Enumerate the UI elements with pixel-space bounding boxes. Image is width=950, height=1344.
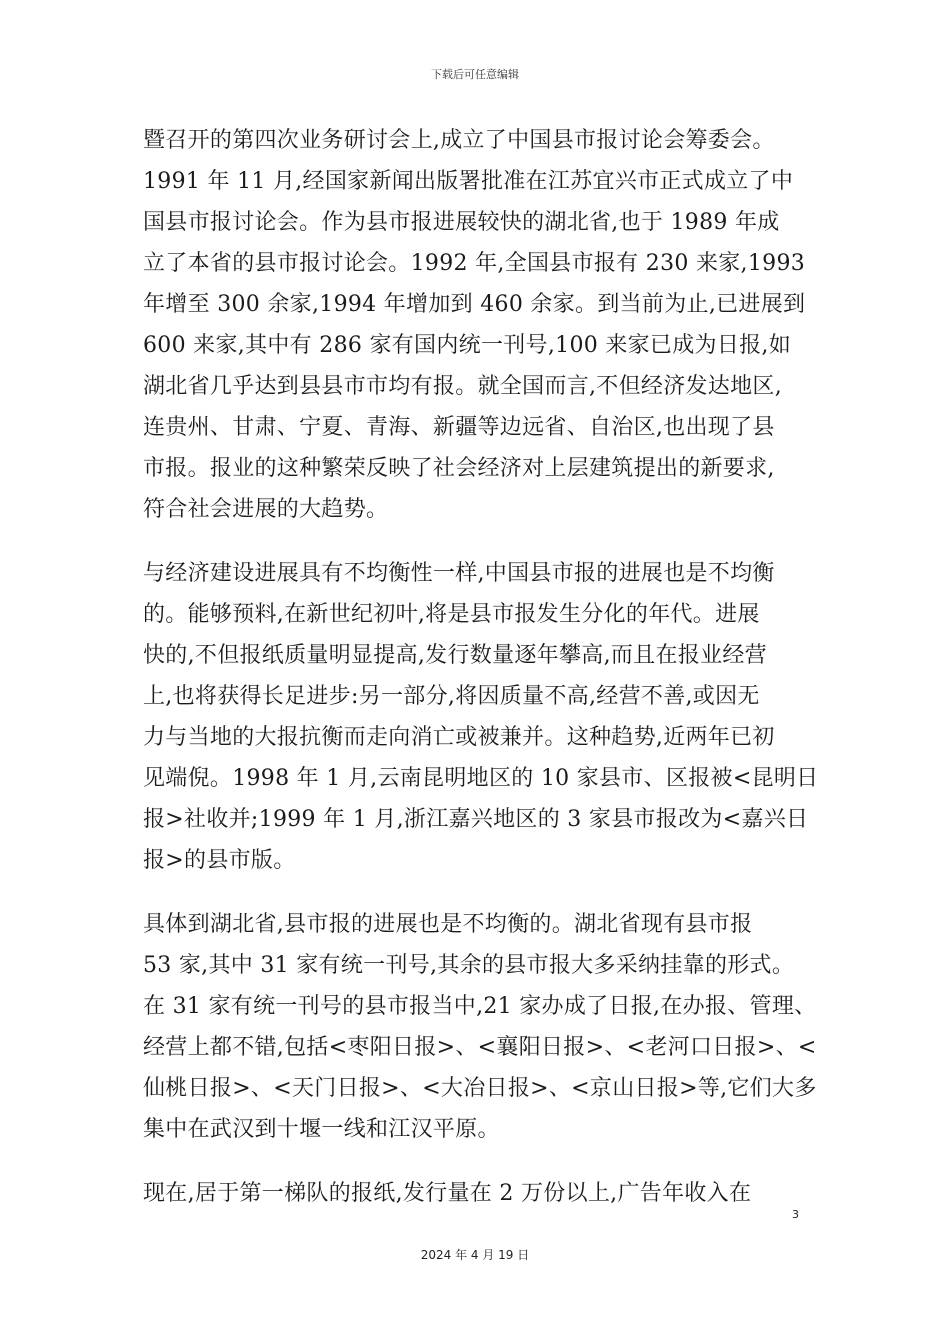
document-body	[143, 120, 818, 1214]
text-line: 力与当地的大报抗衡而走向消亡或被兼并。这种趋势,近两年已初	[143, 725, 775, 750]
text-line: 暨召开的第四次业务研讨会上,成立了中国县市报讨论会筹委会。	[143, 128, 775, 153]
text-line: 在 31 家有统一刊号的县市报当中,21 家办成了日报,在办报、管理、	[143, 994, 817, 1019]
text-line: 连贵州、甘肃、宁夏、青海、新疆等边远省、自治区,也出现了县	[143, 415, 775, 440]
text-line: 经营上都不错,包括<枣阳日报>、<襄阳日报>、<老河口日报>、<	[143, 1035, 817, 1060]
footer-date: 2024 年 4 月 19 日	[420, 1248, 530, 1262]
text-line: 的。能够预料,在新世纪初叶,将是县市报发生分化的年代。进展	[143, 602, 760, 627]
paragraph-4	[143, 1173, 818, 1214]
text-line: 报>社收并;1999 年 1 月,浙江嘉兴地区的 3 家县市报改为<嘉兴日	[143, 807, 809, 832]
text-line: 上,也将获得长足进步:另一部分,将因质量不高,经营不善,或因无	[143, 684, 760, 709]
text-line: 湖北省几乎达到县县市市均有报。就全国而言,不但经济发达地区,	[143, 374, 782, 399]
text-line: 53 家,其中 31 家有统一刊号,其余的县市报大多采纳挂靠的形式。	[143, 953, 795, 978]
text-line: 1991 年 11 月,经国家新闻出版署批准在江苏宜兴市正式成立了中	[143, 169, 794, 194]
paragraph-3	[143, 904, 818, 1150]
text-line: 集中在武汉到十堰一线和江汉平原。	[143, 1117, 500, 1142]
page-header: 下载后可任意编辑	[431, 68, 519, 81]
text-line: 快的,不但报纸质量明显提高,发行数量逐年攀高,而且在报业经营	[143, 643, 767, 668]
text-line: 符合社会进展的大趋势。	[143, 497, 389, 522]
text-line: 报>的县市版。	[143, 848, 296, 873]
text-line: 市报。报业的这种繁荣反映了社会经济对上层建筑提出的新要求,	[143, 456, 775, 481]
text-line: 见端倪。1998 年 1 月,云南昆明地区的 10 家县市、区报被<昆明日	[143, 766, 819, 791]
text-line: 仙桃日报>、<天门日报>、<大冶日报>、<京山日报>等,它们大多	[143, 1076, 817, 1101]
text-line: 与经济建设进展具有不均衡性一样,中国县市报的进展也是不均衡	[143, 561, 775, 586]
text-line: 立了本省的县市报讨论会。1992 年,全国县市报有 230 来家,1993	[143, 251, 806, 276]
text-line: 国县市报讨论会。作为县市报进展较快的湖北省,也于 1989 年成	[143, 210, 780, 235]
paragraph-1	[143, 120, 818, 530]
paragraph-2	[143, 553, 818, 881]
text-line: 600 来家,其中有 286 家有国内统一刊号,100 来家已成为日报,如	[143, 333, 792, 358]
text-line: 现在,居于第一梯队的报纸,发行量在 2 万份以上,广告年收入在	[143, 1181, 752, 1206]
text-line: 具体到湖北省,县市报的进展也是不均衡的。湖北省现有县市报	[143, 912, 753, 937]
page-number: 3	[792, 1208, 799, 1221]
text-line: 年增至 300 余家,1994 年增加到 460 余家。到当前为止,已进展到	[143, 292, 806, 317]
